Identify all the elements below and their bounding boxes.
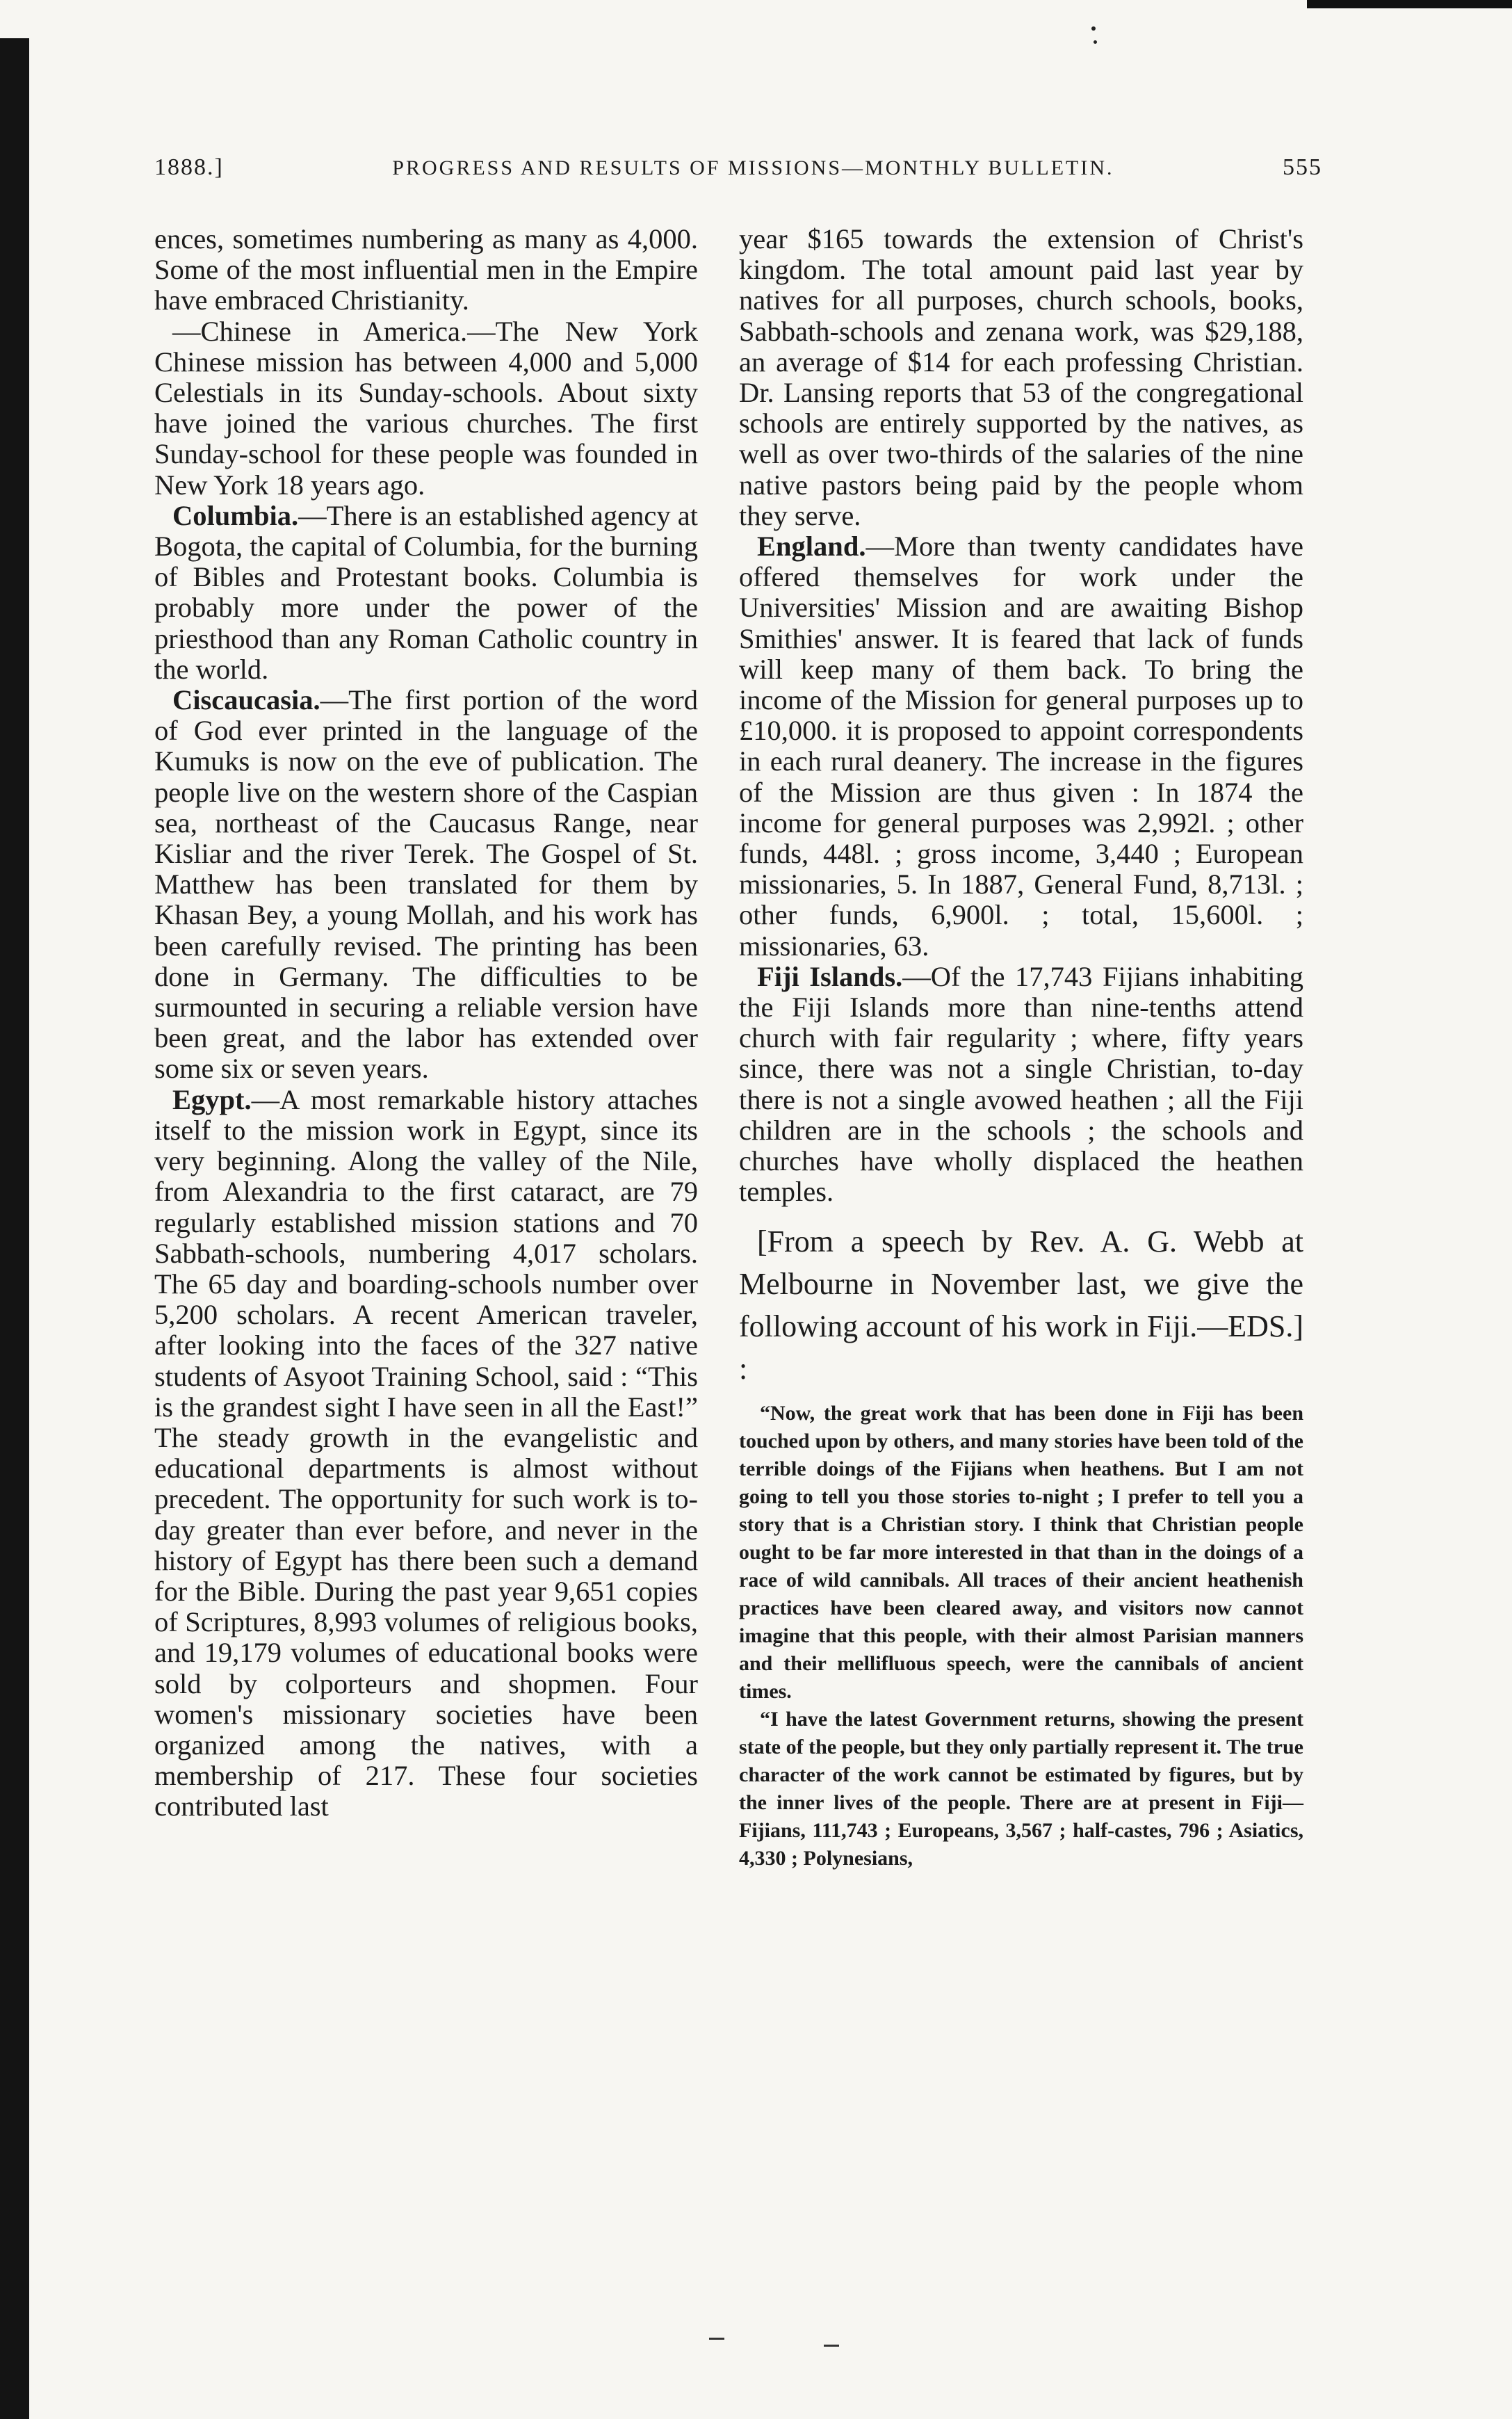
- england-text: —More than twenty candidates have offered themselves for work under the Universities' Mission and are awaiting Bishop Smithies' answer. It is feared that lack of funds will keep many of them back. To bring the income of the Mission for general purposes up to £10,000. it is proposed to appoint correspondents in each rural deanery. The increase in the figures of the Mission are thus given : In 1874 the income for general purposes was 2,992l. ; other funds, 448l. ; gross income, 3,440 ; European missionaries, 5. In 1887, General Fund, 8,713l. ; other funds, 6,900l. ; total, 15,600l. ; missionaries, 63.: [739, 531, 1303, 962]
- right-column: [739, 224, 1303, 1872]
- top-rule: [1307, 0, 1512, 8]
- speech-quotation: [739, 1400, 1303, 1872]
- fiji-text: —Of the 17,743 Fijians inhabiting the Fiji Islands more than nine-tenths attend church with fair regularity ; where, fifty years since, there was not a single Christian, to-day there is not a single avowed heathen ; all the Fiji children are in the schools ; the schools and churches have wholly displaced the heathen temples.: [739, 960, 1303, 1208]
- quote-paragraph: “Now, the great work that has been done in Fiji has been touched upon by others, and many stories have been told of the terrible doings of the Fijians when heathens. But I am not going to tell you those stories to-night ; I prefer to tell you a story that is a Christian story. I think that Christian people ought to be far more interested in that than in the doings of a race of wild cannibals. All traces of their ancient heathenish practices have been cleared away, and visitors now cannot imagine that this people, with their almost Parisian manners and their mellifluous speech, were the cannibals of ancient times.: [739, 1401, 1303, 1703]
- editorial-intro: [From a speech by Rev. A. G. Webb at Melbourne in November last, we give the following account of his work in Fiji.—EDS.] :: [739, 1224, 1303, 1386]
- section-lead-england: England.: [757, 531, 866, 563]
- paragraph: year $165 towards the extension of Christ's kingdom. The total amount paid last year by natives for all purposes, church schools, books, Sabbath-schools and zenana work, was $29,188, an average of $14 for each professing Christian. Dr. Lansing reports that 53 of the congregational schools are entirely supported by the natives, as well as over two-thirds of the salaries of the nine native pastors being paid by the people whom they serve.: [739, 223, 1303, 531]
- paragraph-ciscaucasia: [154, 685, 698, 1085]
- columbia-text: —There is an established agency at Bogota, the capital of Columbia, for the burning of Bibles and Protestant books. Columbia is probably more under the power of the priesthood than any Roman Catholic country in the world.: [154, 499, 698, 685]
- quote-paragraph: “I have the latest Government returns, showing the present state of the people, but they only partially represent it. The true character of the work cannot be estimated by figures, but by the inner lives of the people. There are at present in Fiji—Fijians, 111,743 ; Europeans, 3,567 ; half-castes, 796 ; Asiatics, 4,330 ; Polynesians,: [739, 1707, 1303, 1870]
- paragraph: ences, sometimes numbering as many as 4,000. Some of the most influential men in the Empire have embraced Christianity.: [154, 223, 698, 316]
- page-number: 555: [1283, 154, 1322, 180]
- section-lead-egypt: Egypt.: [172, 1083, 252, 1115]
- ink-speck: [1094, 40, 1097, 44]
- paragraph-fiji: [739, 962, 1303, 1208]
- paragraph-egypt: [154, 1085, 698, 1822]
- section-lead-fiji: Fiji Islands.: [757, 960, 903, 992]
- ink-speck: [1091, 26, 1096, 31]
- left-column: [154, 224, 698, 1822]
- paragraph-chinese-in-america: —Chinese in America.—The New York Chinese mission has between 4,000 and 5,000 Celestials in its Sunday-schools. About sixty have joined the various churches. The first Sunday-school for these people was founded in New York 18 years ago.: [154, 315, 698, 501]
- running-header: [154, 154, 1322, 196]
- header-title: PROGRESS AND RESULTS OF MISSIONS—MONTHLY BULLETIN.: [392, 156, 1114, 179]
- header-year: 1888.]: [154, 154, 224, 180]
- section-lead-columbia: Columbia.: [172, 499, 299, 531]
- ciscaucasia-text: —The first portion of the word of God ever printed in the language of the Kumuks is now on the eve of publication. The people live on the western shore of the Caspian sea, northeast of the Caucasus Range, near Kisliar and the river Terek. The Gospel of St. Matthew has been translated for them by Khasan Bey, a young Mollah, and his work has been carefully revised. The printing has been done in Germany. The difficulties to be surmounted in securing a reliable version have been great, and the labor has extended over some six or seven years.: [154, 684, 698, 1085]
- paragraph-columbia: [154, 501, 698, 685]
- section-lead-ciscaucasia: Ciscaucasia.: [172, 684, 320, 716]
- page-binding-edge: [0, 38, 29, 2419]
- paragraph-england: [739, 531, 1303, 962]
- footer-mark: [709, 2338, 724, 2340]
- egypt-text: —A most remarkable history attaches itself to the mission work in Egypt, since its very beginning. Along the valley of the Nile, from Alexandria to the first cataract, are 79 regularly established mission stations and 70 Sabbath-schools, numbering 4,017 scholars. The 65 day and boarding-schools number over 5,200 scholars. A recent American traveler, after looking into the faces of the 327 native students of Asyoot Training School, said : “This is the grandest sight I have seen in all the East!” The steady growth in the evangelistic and educational departments is almost without precedent. The opportunity for such work is to-day greater than ever before, and never in the history of Egypt has there been such a demand for the Bible. During the past year 9,651 copies of Scriptures, 8,993 volumes of religious books, and 19,179 volumes of educational books were sold by colporteurs and shopmen. Four women's missionary societies have been organized among the natives, with a membership of 217. These four societies contributed last: [154, 1083, 698, 1822]
- footer-mark: [824, 2345, 839, 2347]
